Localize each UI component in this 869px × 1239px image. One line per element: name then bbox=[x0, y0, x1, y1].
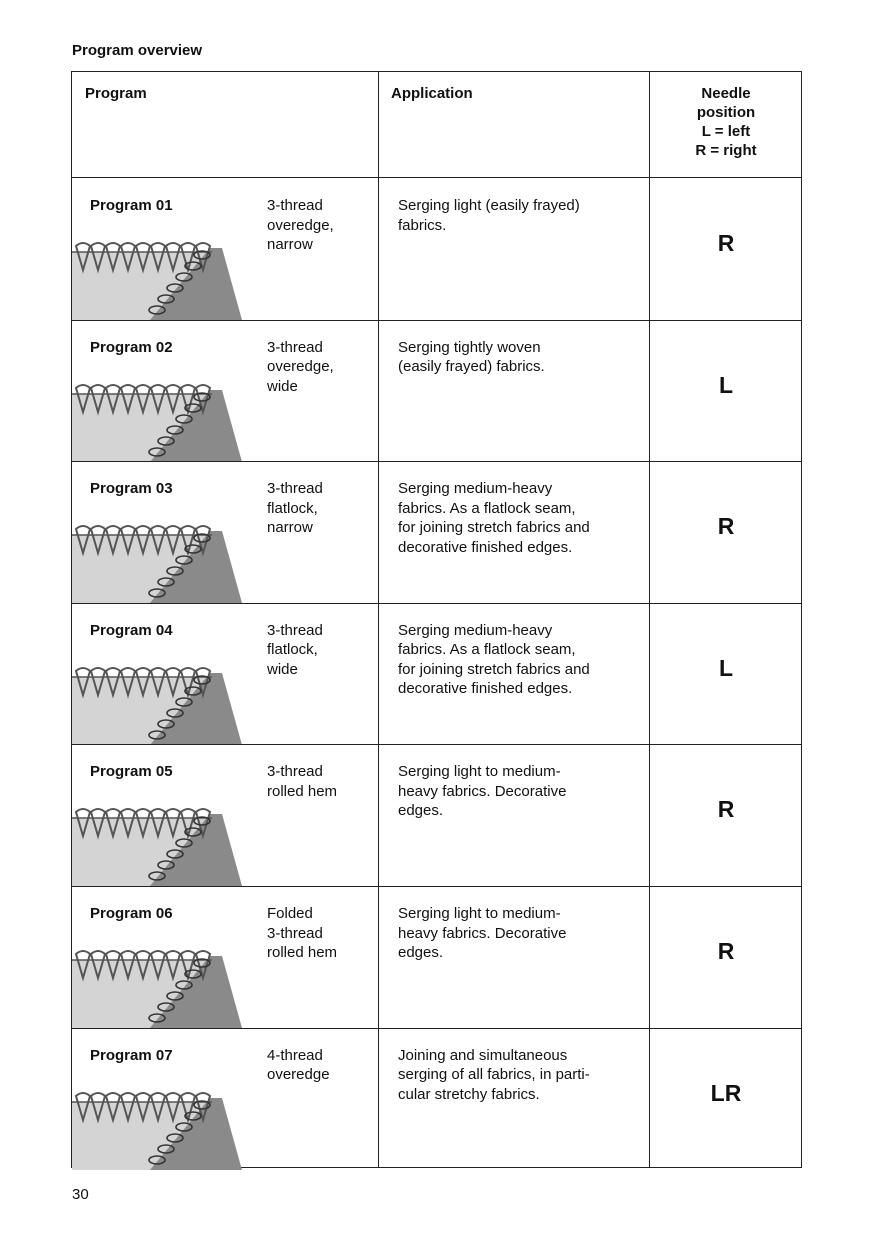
program-application: Serging medium-heavy fabrics. As a flatlock seam, for joining stretch fabrics and decorative finished edges. bbox=[398, 480, 590, 556]
table-row bbox=[72, 886, 801, 1028]
table-row bbox=[72, 461, 801, 603]
stitch-illustration-icon bbox=[72, 523, 252, 603]
needle-position: R bbox=[717, 513, 735, 540]
program-name: Program 04 bbox=[90, 621, 173, 639]
needle-position: LR bbox=[710, 1079, 742, 1106]
needle-position: R bbox=[717, 230, 735, 256]
needle-position: R bbox=[717, 938, 735, 964]
program-name: Program 03 bbox=[90, 480, 173, 498]
table-row bbox=[72, 178, 801, 320]
needle-position: L bbox=[718, 654, 734, 681]
program-application: Serging light (easily frayed) fabrics. bbox=[398, 197, 580, 234]
stitch-illustration-icon bbox=[72, 806, 252, 886]
stitch-illustration-icon bbox=[72, 240, 252, 320]
program-description: 4-thread overedge bbox=[267, 1046, 330, 1084]
program-name: Program 01 bbox=[90, 197, 173, 214]
page-number: 30 bbox=[72, 1186, 89, 1203]
program-application: Serging light to medium- heavy fabrics. Decorative edges. bbox=[398, 763, 567, 820]
program-name: Program 07 bbox=[90, 1046, 173, 1064]
stitch-illustration-icon bbox=[72, 1090, 252, 1170]
stitch-illustration-icon bbox=[72, 948, 252, 1028]
header-program: Program bbox=[85, 85, 147, 102]
program-description: Folded 3-thread rolled hem bbox=[267, 905, 338, 961]
program-name: Program 06 bbox=[90, 905, 173, 922]
program-description: 3-thread overedge, narrow bbox=[267, 197, 334, 253]
table-row bbox=[72, 744, 801, 886]
program-description: 3-thread flatlock, wide bbox=[267, 621, 323, 678]
program-description: 3-thread overedge, wide bbox=[267, 338, 334, 395]
program-application: Serging medium-heavy fabrics. As a flatlock seam, for joining stretch fabrics and decorative finished edges. bbox=[398, 621, 590, 698]
header-application: Application bbox=[391, 85, 473, 102]
program-name: Program 05 bbox=[90, 763, 173, 781]
program-description: 3-thread rolled hem bbox=[267, 763, 338, 800]
stitch-illustration-icon bbox=[72, 382, 252, 462]
program-application: Serging light to medium- heavy fabrics. Decorative edges. bbox=[398, 905, 567, 961]
table-row bbox=[72, 1028, 801, 1170]
needle-position: R bbox=[717, 796, 735, 823]
table-row bbox=[72, 603, 801, 745]
program-application: Serging tightly woven (easily frayed) fabrics. bbox=[398, 338, 545, 376]
table-row bbox=[72, 320, 801, 462]
program-application: Joining and simultaneous serging of all fabrics, in parti- cular stretchy fabrics. bbox=[398, 1046, 590, 1103]
program-overview-table bbox=[71, 71, 802, 1168]
program-name: Program 02 bbox=[90, 338, 173, 356]
needle-position: L bbox=[718, 371, 734, 398]
page-title: Program overview bbox=[72, 42, 203, 59]
program-description: 3-thread flatlock, narrow bbox=[267, 480, 323, 537]
header-needle-position: Needle position L = left R = right bbox=[695, 85, 757, 159]
stitch-illustration-icon bbox=[72, 665, 252, 745]
